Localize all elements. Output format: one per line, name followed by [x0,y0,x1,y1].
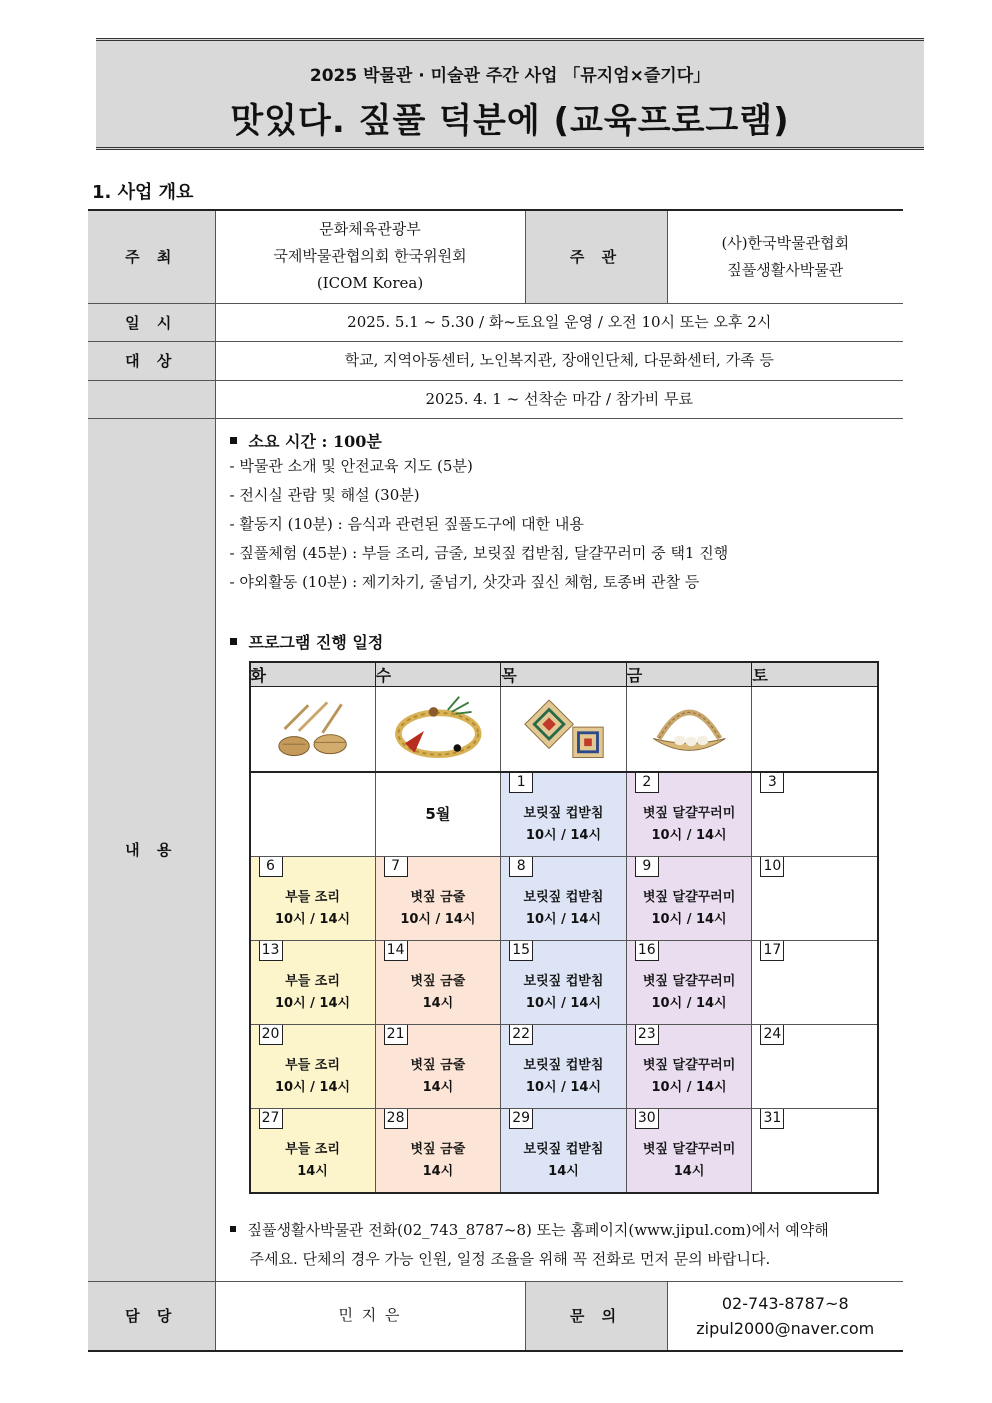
day-number: 10 [760,857,784,877]
schedule-item: - 짚풀체험 (45분) : 부들 조리, 금줄, 보릿짚 컵받침, 달걀꾸러미 중 택1 진행 [229,543,729,562]
craft-image-cell [626,686,752,772]
event-title: 보릿짚 컵받침 [523,889,604,905]
host-line: 국제박물관협의회 한국위원회 [273,247,467,266]
square-bullet-icon [230,437,237,444]
calendar-day-cell [250,856,376,940]
overview-table [88,209,903,1352]
calendar-day-cell [752,772,878,857]
day-number: 14 [384,941,408,961]
calendar-day-cell [375,772,501,857]
apply-value: 2025. 4. 1 ~ 선착순 마감 / 참가비 무료 [215,380,903,418]
inquiry-phone: 02-743-8787~8 [721,1293,849,1313]
calendar-day-cell [375,940,501,1024]
day-number: 28 [384,1109,408,1129]
calendar-day-cell [501,1024,627,1108]
calendar-day-cell [250,1024,376,1108]
calendar-day-cell [626,772,752,857]
note-line: 주세요. 단체의 경우 가능 인원, 일정 조율을 위해 꼭 전화로 먼저 문의 바랍니다. [249,1249,771,1268]
program-event [501,887,626,931]
reed-ladle-icon [251,691,375,767]
schedule-item: - 전시실 관람 및 해설 (30분) [229,485,420,504]
event-subtitle: 2025 박물관 · 미술관 주간 사업 「뮤지엄×즐기다」 [309,66,711,86]
calendar-day-cell [250,1108,376,1193]
event-title: 부들 조리 [285,1141,340,1157]
date-value: 2025. 5.1 ~ 5.30 / 화~토요일 운영 / 오전 10시 또는 오후 2시 [215,303,903,341]
event-title: 보릿짚 컵받침 [523,805,604,821]
organizer-label: 주 관 [525,210,667,303]
schedule-item: - 박물관 소개 및 안전교육 지도 (5분) [229,456,473,475]
weekday-header: 수 [375,662,501,687]
day-number: 6 [259,857,283,877]
calendar-heading-text: 프로그램 진행 일정 [248,632,384,652]
inquiry-label: 문 의 [525,1281,667,1351]
event-time: 14시 [297,1163,328,1179]
content-label: 내 용 [88,418,215,1281]
day-number: 8 [509,857,533,877]
calendar-day-cell [626,1108,752,1193]
day-number: 17 [760,941,784,961]
program-event [376,1139,501,1183]
reservation-note [230,1219,829,1240]
program-event [501,803,626,847]
target-value: 학교, 지역아동센터, 노인복지관, 장애인단체, 다문화센터, 가족 등 [215,341,903,380]
day-number: 30 [635,1109,659,1129]
day-number: 21 [384,1025,408,1045]
calendar-day-cell [250,940,376,1024]
square-bullet-icon [230,638,237,645]
event-time: 14시 [422,1163,454,1179]
calendar-day-cell [752,1108,878,1193]
duration-text: 소요 시간 : 100분 [248,431,382,451]
event-time: 10시 / 14시 [651,995,727,1011]
calendar-day-cell [626,856,752,940]
calendar-day-cell [752,856,878,940]
egg-basket-icon [627,691,752,767]
program-event [501,971,626,1015]
event-title: 볏짚 달걀꾸러미 [642,805,736,821]
weekday-header: 화 [250,662,376,687]
craft-image-cell [752,686,878,772]
title-box [96,38,924,150]
day-number: 1 [509,773,533,793]
straw-rope-icon [376,691,501,767]
square-bullet-icon [230,1226,236,1232]
note-line: 짚풀생활사박물관 전화(02_743_8787~8) 또는 홈페이지(www.jipul.com)에서 예약해 [247,1220,829,1239]
program-event [251,1139,375,1183]
event-title: 볏짚 금줄 [410,1141,466,1157]
document-title: 맛있다. 짚풀 덕분에 (교육프로그램) [230,101,790,141]
calendar-week-row [250,1108,878,1193]
day-number: 15 [509,941,533,961]
event-title: 볏짚 달걀꾸러미 [642,1141,736,1157]
program-event [376,1055,501,1099]
program-event [376,887,501,931]
day-number: 3 [760,773,784,793]
event-title: 부들 조리 [285,889,340,905]
event-title: 볏짚 금줄 [410,889,466,905]
event-time: 10시 / 14시 [651,827,727,843]
event-time: 10시 / 14시 [274,911,351,927]
host-value [215,210,525,303]
event-title: 볏짚 달걀꾸러미 [642,889,736,905]
calendar-day-cell [375,1024,501,1108]
day-number: 13 [259,941,283,961]
event-time: 10시 / 14시 [651,1079,727,1095]
event-time: 14시 [422,1079,454,1095]
calendar-week-row [250,772,878,857]
program-event [627,887,752,931]
calendar-day-cell [375,856,501,940]
inquiry-value [667,1281,903,1351]
day-number: 22 [509,1025,533,1045]
event-title: 부들 조리 [285,1057,340,1073]
day-number: 7 [384,857,408,877]
day-number: 9 [635,857,659,877]
calendar-day-cell [501,940,627,1024]
craft-image-cell [501,686,627,772]
day-number: 2 [635,773,659,793]
program-event [627,1055,752,1099]
calendar-heading [230,630,384,653]
calendar-day-cell [501,1108,627,1193]
calendar-day-cell [626,1024,752,1108]
calendar-day-cell [626,940,752,1024]
program-event [251,1055,375,1099]
day-number: 20 [259,1025,283,1045]
program-event [501,1139,626,1183]
event-time: 10시 / 14시 [274,995,351,1011]
event-time: 10시 / 14시 [400,911,476,927]
event-title: 부들 조리 [285,973,340,989]
organizer-line: (사)한국박물관협회 [721,233,850,252]
event-time: 10시 / 14시 [525,827,602,843]
event-time: 10시 / 14시 [525,911,602,927]
calendar-day-cell [375,1108,501,1193]
calendar-day-cell [501,772,627,857]
calendar-week-row [250,940,878,1024]
host-line: (ICOM Korea) [316,274,424,293]
program-event [251,887,375,931]
apply-label [88,380,215,418]
program-event [376,971,501,1015]
day-number: 29 [509,1109,533,1129]
calendar-day-cell [752,940,878,1024]
event-time: 14시 [673,1163,705,1179]
calendar-week-row [250,856,878,940]
day-number: 27 [259,1109,283,1129]
day-number: 23 [635,1025,659,1045]
manager-label: 담 당 [88,1281,215,1351]
program-calendar [249,661,879,1194]
schedule-item: - 활동지 (10분) : 음식과 관련된 짚풀도구에 대한 내용 [229,514,584,533]
program-event [627,1139,752,1183]
host-label: 주 최 [88,210,215,303]
duration-heading [230,429,382,452]
manager-value: 민 지 은 [215,1281,525,1351]
inquiry-email: zipul2000@naver.com [696,1318,875,1338]
event-title: 볏짚 금줄 [410,973,466,989]
schedule-item: - 야외활동 (10분) : 제기차기, 줄넘기, 삿갓과 짚신 체험, 토종벼 관찰 등 [229,572,700,591]
event-title: 보릿짚 컵받침 [523,973,604,989]
event-title: 보릿짚 컵받침 [523,1141,604,1157]
event-time: 14시 [422,995,454,1011]
weekday-header: 금 [626,662,752,687]
event-title: 볏짚 달걀꾸러미 [642,1057,736,1073]
month-label: 5월 [425,804,451,823]
barley-coaster-icon [501,691,626,767]
organizer-value [667,210,903,303]
calendar-day-cell [752,1024,878,1108]
craft-image-cell [250,686,376,772]
calendar-body [250,772,878,1193]
event-title: 볏짚 달걀꾸러미 [642,973,736,989]
program-event [501,1055,626,1099]
host-line: 문화체육관광부 [319,220,421,239]
target-label: 대 상 [88,341,215,380]
program-event [251,971,375,1015]
content-cell [215,418,903,1281]
program-event [627,803,752,847]
weekday-header: 토 [752,662,878,687]
event-time: 10시 / 14시 [274,1079,351,1095]
day-number: 24 [760,1025,784,1045]
event-time: 14시 [548,1163,579,1179]
calendar-day-cell [250,772,376,857]
section-heading: 1. 사업 개요 [92,182,194,203]
calendar-week-row [250,1024,878,1108]
date-label: 일 시 [88,303,215,341]
calendar-day-cell [501,856,627,940]
craft-image-cell [375,686,501,772]
program-event [627,971,752,1015]
event-time: 10시 / 14시 [525,995,602,1011]
event-title: 볏짚 금줄 [410,1057,466,1073]
event-title: 보릿짚 컵받침 [523,1057,604,1073]
weekday-header: 목 [501,662,627,687]
event-time: 10시 / 14시 [525,1079,602,1095]
day-number: 16 [635,941,659,961]
event-time: 10시 / 14시 [651,911,727,927]
day-number: 31 [760,1109,784,1129]
organizer-line: 짚풀생활사박물관 [727,260,844,279]
